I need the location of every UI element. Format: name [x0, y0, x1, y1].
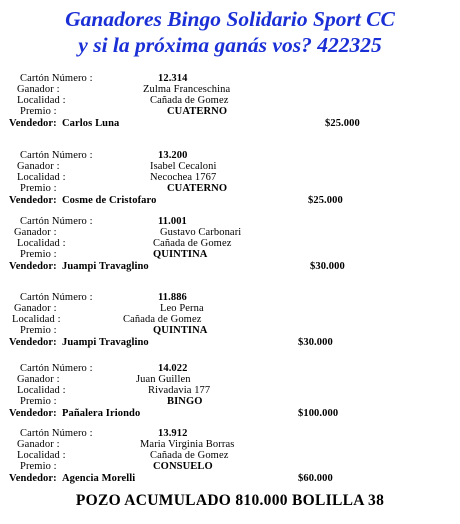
carton-number: 11.001 [158, 216, 187, 227]
carton-number: 12.314 [158, 73, 188, 84]
winner-city: Cañada de Gomez [150, 450, 229, 461]
premio-label: Premio : [20, 106, 57, 117]
vendedor-label: Vendedor: [9, 408, 57, 419]
carton-label: Cartón Número : [20, 292, 93, 303]
winner-name: Leo Perna [160, 303, 204, 314]
prize-name: CUATERNO [167, 106, 228, 117]
winner-name: Isabel Cecaloni [150, 161, 217, 172]
carton-number: 14.022 [158, 363, 188, 374]
ganador-label: Ganador : [14, 303, 57, 314]
vendedor-label: Vendedor: [9, 261, 57, 272]
prize-name: CUATERNO [167, 183, 228, 194]
carton-number: 11.886 [158, 292, 187, 303]
prize-amount: $30.000 [310, 261, 345, 272]
prize-name: QUINTINA [153, 325, 208, 336]
premio-label: Premio : [20, 249, 57, 260]
localidad-label: Localidad : [17, 238, 66, 249]
ganador-label: Ganador : [17, 374, 60, 385]
seller-name: Juampi Travaglino [62, 337, 149, 348]
winner-entry-4 [0, 292, 460, 352]
prize-amount: $25.000 [308, 195, 343, 206]
seller-name: Agencia Morelli [62, 473, 136, 484]
prize-amount: $100.000 [298, 408, 339, 419]
carton-label: Cartón Número : [20, 428, 93, 439]
carton-label: Cartón Número : [20, 363, 93, 374]
winner-city: Cañada de Gomez [153, 238, 232, 249]
vendedor-label: Vendedor: [9, 118, 57, 129]
headline-line-1: Ganadores Bingo Solidario Sport CC [65, 7, 395, 31]
prize-name: CONSUELO [153, 461, 213, 472]
winner-entry-1 [0, 73, 460, 133]
carton-number: 13.200 [158, 150, 188, 161]
seller-name: Juampi Travaglino [62, 261, 149, 272]
winner-entry-2 [0, 150, 460, 210]
localidad-label: Localidad : [17, 172, 66, 183]
winner-entry-6 [0, 428, 460, 488]
winner-city: Necochea 1767 [150, 172, 217, 183]
winner-name: Gustavo Carbonari [160, 227, 242, 238]
prize-name: BINGO [167, 396, 203, 407]
vendedor-label: Vendedor: [9, 337, 57, 348]
localidad-label: Localidad : [17, 385, 66, 396]
headline-line-2: y si la próxima ganás vos? 422325 [78, 33, 382, 57]
carton-label: Cartón Número : [20, 73, 93, 84]
prize-name: QUINTINA [153, 249, 208, 260]
prize-amount: $25.000 [325, 118, 360, 129]
ganador-label: Ganador : [17, 161, 60, 172]
ganador-label: Ganador : [17, 439, 60, 450]
prize-amount: $30.000 [298, 337, 333, 348]
seller-name: Carlos Luna [62, 118, 120, 129]
prize-amount: $60.000 [298, 473, 333, 484]
premio-label: Premio : [20, 183, 57, 194]
ganador-label: Ganador : [17, 84, 60, 95]
winner-city: Cañada de Gomez [150, 95, 229, 106]
winner-city: Rivadavia 177 [148, 385, 211, 396]
premio-label: Premio : [20, 325, 57, 336]
localidad-label: Localidad : [12, 314, 61, 325]
winner-entry-3 [0, 216, 460, 276]
premio-label: Premio : [20, 461, 57, 472]
localidad-label: Localidad : [17, 95, 66, 106]
carton-number: 13.912 [158, 428, 188, 439]
carton-label: Cartón Número : [20, 216, 93, 227]
ganador-label: Ganador : [14, 227, 57, 238]
carton-label: Cartón Número : [20, 150, 93, 161]
winner-name: Zulma Franceschina [143, 84, 231, 95]
premio-label: Premio : [20, 396, 57, 407]
vendedor-label: Vendedor: [9, 195, 57, 206]
seller-name: Cosme de Cristofaro [62, 195, 157, 206]
jackpot-footer: POZO ACUMULADO 810.000 BOLILLA 38 [75, 492, 385, 509]
winner-city: Cañada de Gomez [123, 314, 202, 325]
winner-entry-5 [0, 363, 460, 423]
winner-name: Maria Virginia Borras [140, 439, 235, 450]
winner-name: Juan Guillen [136, 374, 191, 385]
vendedor-label: Vendedor: [9, 473, 57, 484]
localidad-label: Localidad : [17, 450, 66, 461]
seller-name: Pañalera Iriondo [62, 408, 141, 419]
